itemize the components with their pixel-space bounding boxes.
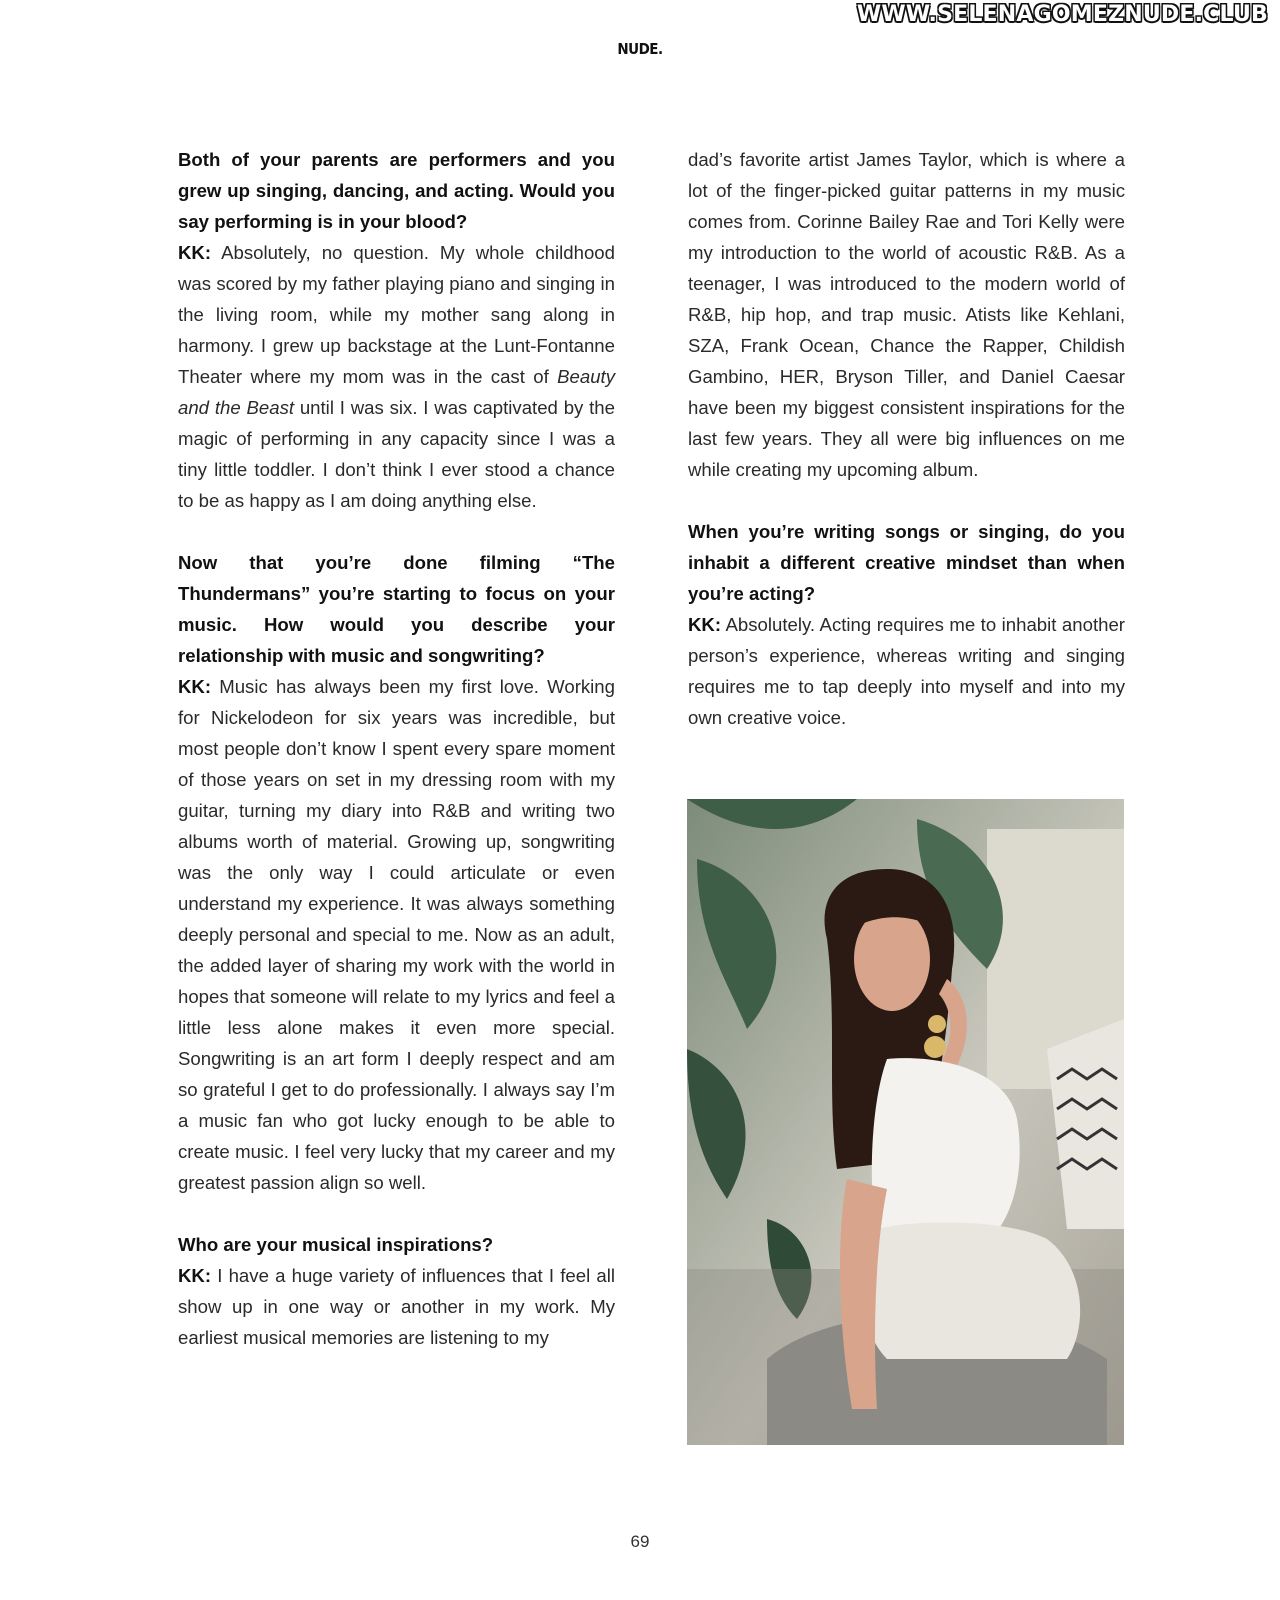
speaker-label: KK:	[178, 1265, 212, 1286]
speaker-label: KK:	[178, 676, 212, 697]
paragraph-spacer	[688, 485, 1125, 516]
magazine-masthead: NUDE.	[617, 40, 663, 58]
site-watermark: WWW.SELENAGOMEZNUDE.CLUB	[856, 2, 1268, 27]
speaker-label: KK:	[178, 242, 212, 263]
answer-performing-in-blood	[178, 237, 615, 516]
show-title: Beauty and the Beast	[178, 366, 615, 418]
answer-musical-inspirations-continued: dad’s favorite artist James Taylor, which is where a lot of the finger-picked guitar patterns in my music comes from. Corinne Bailey Rae and Tori Kelly were my introduction to the world of acoustic R&B. As a teenager, I was introduced to the modern world of R&B, hip hop, and trap music. Atists like Kehlani, SZA, Frank Ocean, Chance the Rapper, Childish Gambino, HER, Bryson Tiller, and Daniel Caesar have been my biggest consistent inspirations for the last few years. They all were big influences on me while creating my upcoming album.	[688, 149, 1125, 480]
portrait-photo	[687, 799, 1124, 1445]
answer-text: Absolutely, no question. My whole childhood was scored by my father playing piano and singing in the living room, while my mother sang along in harmony. I grew up backstage at the Lunt-Fontanne Theater where my mom was in the cast of	[178, 242, 615, 387]
portrait-illustration	[687, 799, 1124, 1445]
question-performing-in-blood: Both of your parents are performers and you grew up singing, dancing, and acting. Would you say performing is in your blood?	[178, 149, 615, 232]
paragraph-spacer	[178, 516, 615, 547]
answer-text: I have a huge variety of influences that I feel all show up in one way or another in my work. My earliest musical memories are listening to my	[178, 1265, 615, 1348]
speaker-label: KK:	[688, 614, 722, 635]
article-right-column	[688, 144, 1125, 733]
answer-music-relationship	[178, 671, 615, 1198]
answer-text: until I was six. I was captivated by the magic of performing in any capacity since I was a tiny little toddler. I don’t think I ever stood a chance to be as happy as I am doing anything else.	[178, 397, 615, 511]
question-music-relationship: Now that you’re done filming “The Thundermans” you’re starting to focus on your music. How would you describe your relationship with music and songwriting?	[178, 552, 615, 666]
face	[854, 907, 930, 1011]
earring-drop	[924, 1036, 946, 1058]
earring	[928, 1015, 946, 1033]
paragraph-spacer	[178, 1198, 615, 1229]
answer-text: Music has always been my first love. Working for Nickelodeon for six years was incredible, but most people don’t know I spent every spare moment of those years on set in my dressing room with my guitar, turning my diary into R&B and writing two albums worth of material. Growing up, songwriting was the only way I could articulate or even understand my experience. It was always something deeply personal and special to me. Now as an adult, the added layer of sharing my work with the world in hopes that someone will relate to my lyrics and feel a little less alone makes it even more special. Songwriting is an art form I deeply respect and am so grateful I get to do professionally. I always say I’m a music fan who got lucky enough to be able to create music. I feel very lucky that my career and my greatest passion align so well.	[178, 676, 615, 1193]
article-left-column	[178, 144, 615, 1353]
white-pants	[863, 1222, 1080, 1359]
question-musical-inspirations: Who are your musical inspirations?	[178, 1234, 494, 1255]
answer-text: Absolutely. Acting requires me to inhabit another person’s experience, whereas writing and singing requires me to tap deeply into myself and into my own creative voice.	[688, 614, 1125, 728]
answer-creative-mindset	[688, 609, 1125, 733]
answer-musical-inspirations	[178, 1260, 615, 1353]
question-creative-mindset: When you’re writing songs or singing, do you inhabit a different creative mindset than when you’re acting?	[688, 521, 1125, 604]
page-number: 69	[630, 1532, 650, 1551]
